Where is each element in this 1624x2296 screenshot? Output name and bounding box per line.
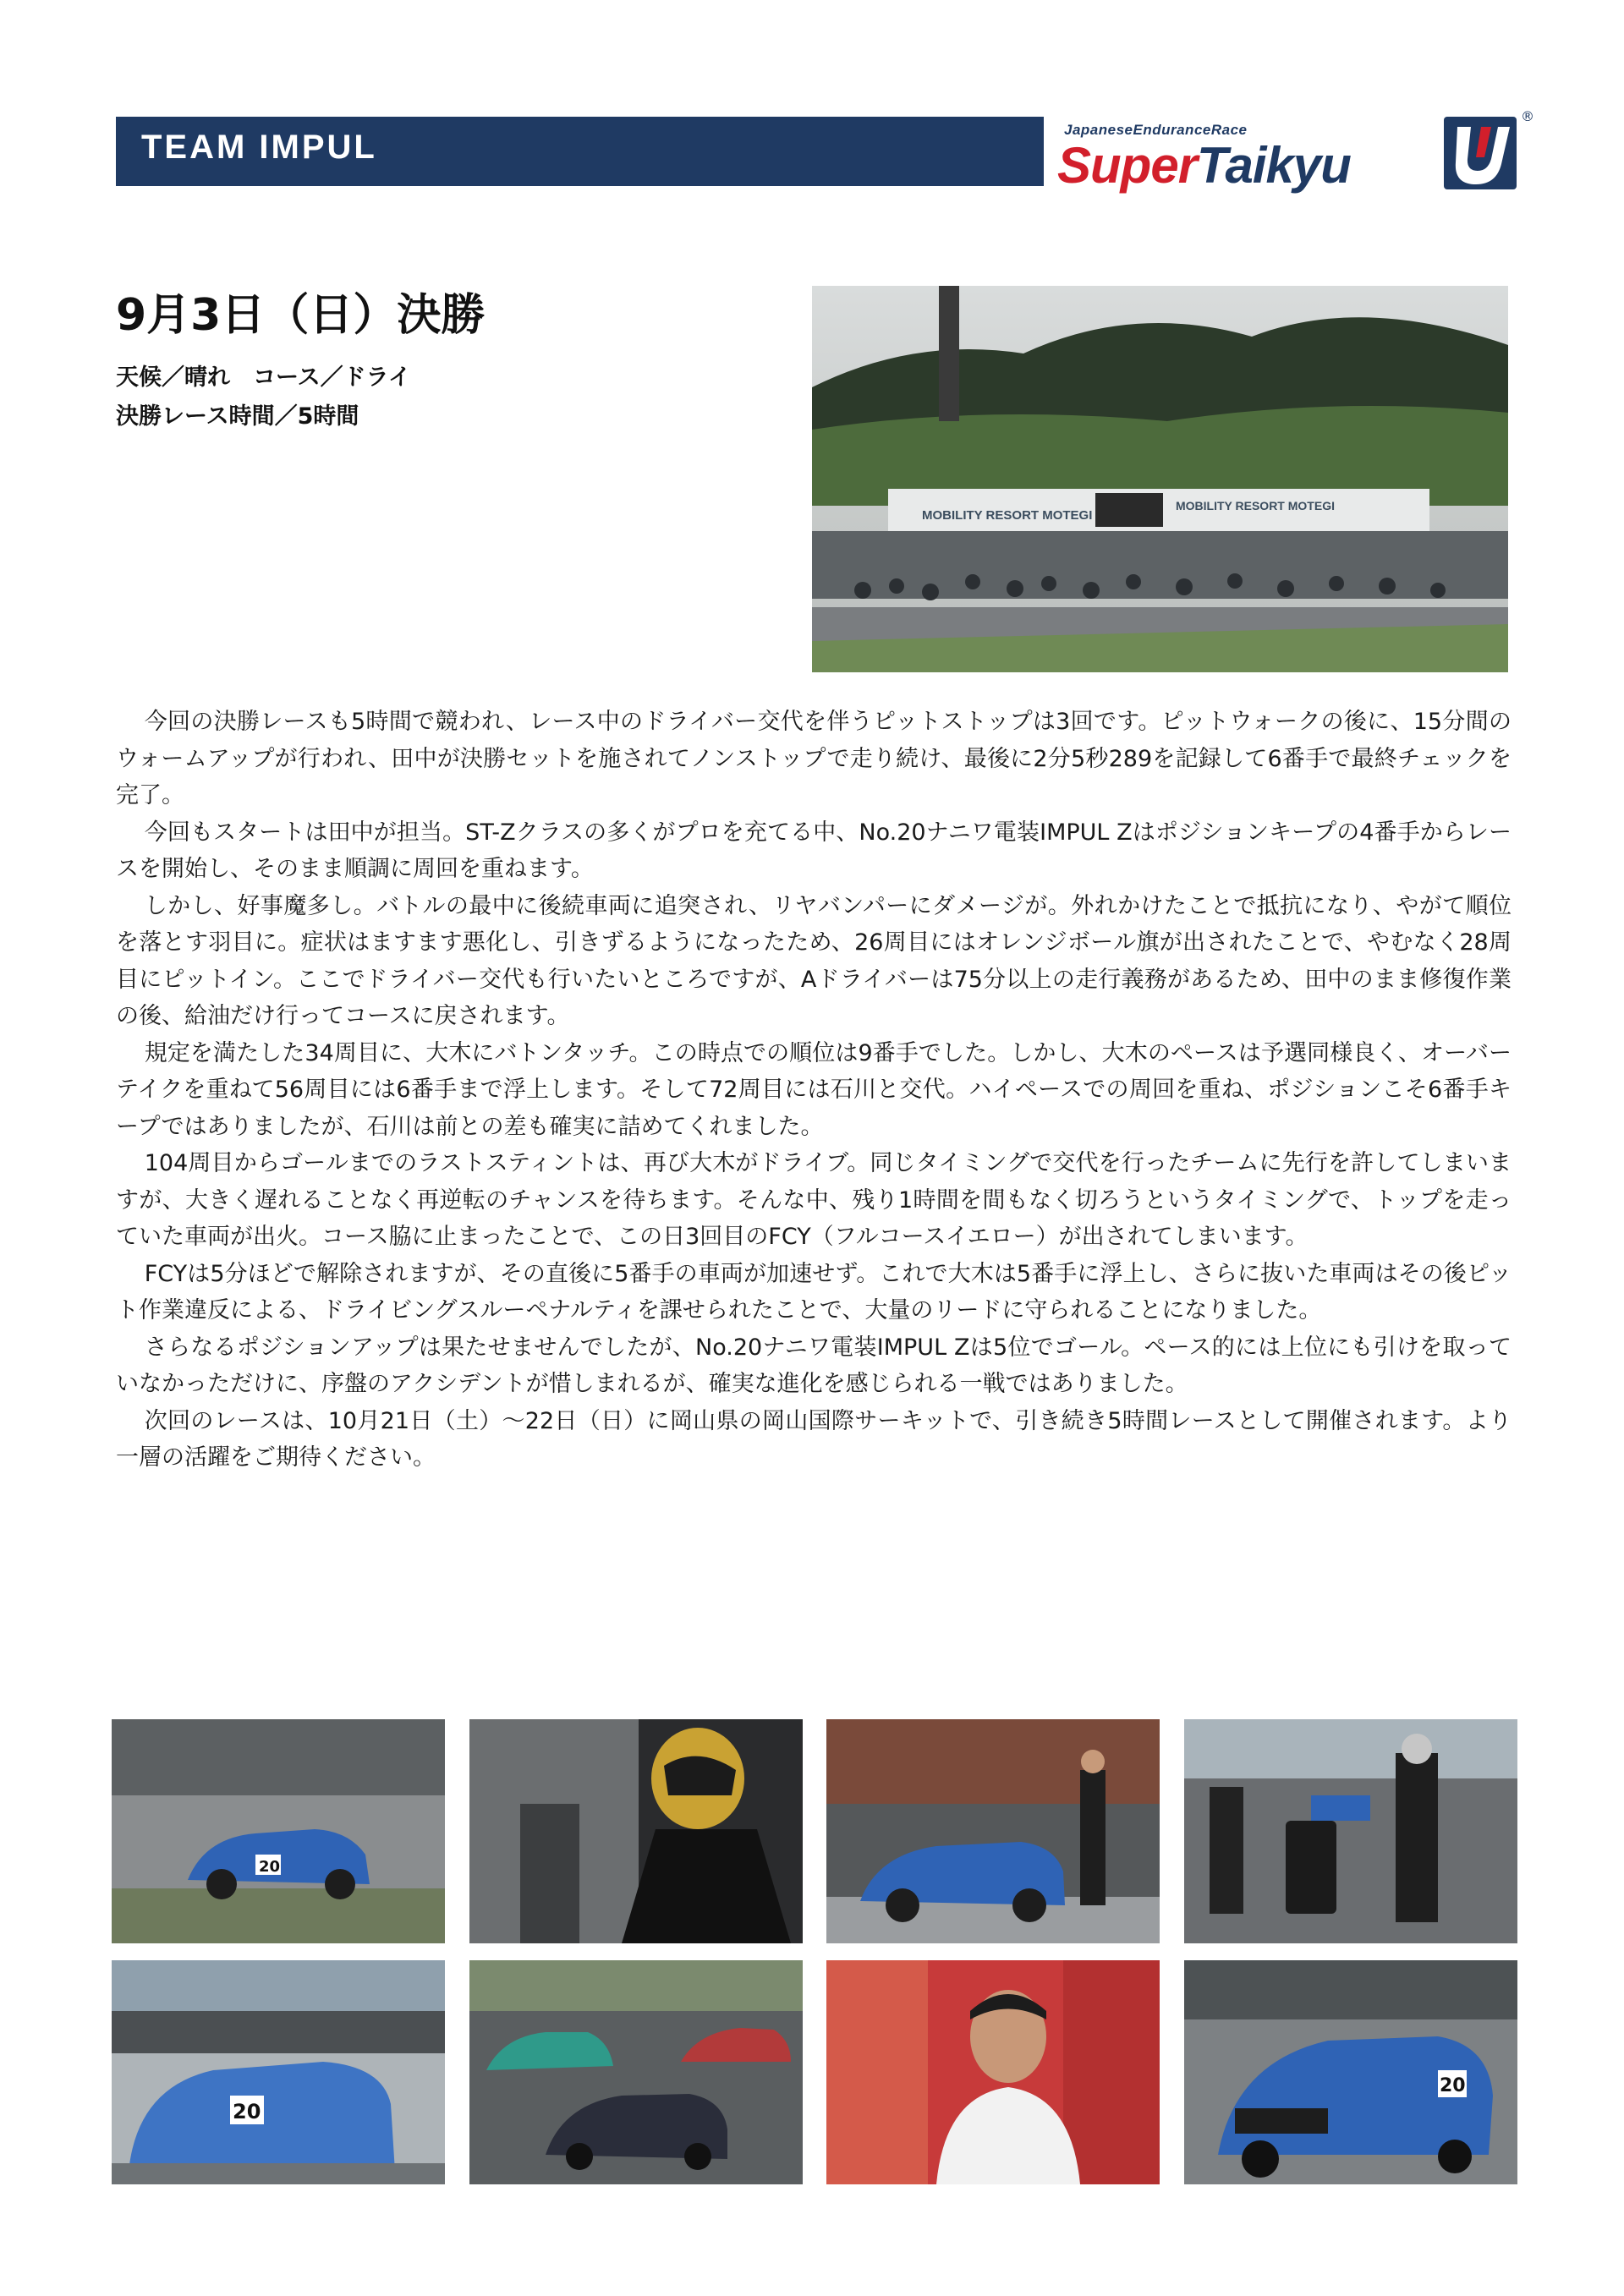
registered-mark: ® xyxy=(1521,108,1534,124)
gallery-photo-pit-crew-tires xyxy=(1184,1719,1517,1943)
paragraph: FCYは5分ほどで解除されますが、その直後に5番手の車両が加速せず。これで大木は5番手に浮上し、さらに抜いた車両はその後ピット作業違反による、ドライビングスルーペナルティを課せられたことで、大量のリードに守られることになりました。 xyxy=(116,1260,1512,1323)
gallery-photo-driver-helmet xyxy=(469,1719,803,1943)
paragraph: 規定を満たした34周目に、大木にバトンタッチ。この時点での順位は9番手でした。しかし、大木のペースは予選同様良く、オーバーテイクを重ねて56周目には6番手まで浮上します。そして72周目には石川と交代。ハイペースでの周回を重ね、ポジションこそ6番手キープではありましたが、石川は前との差も確実に詰めてくれました。 xyxy=(116,1039,1512,1140)
race-duration: 決勝レース時間／5時間 xyxy=(116,403,359,430)
super-taikyu-logo xyxy=(1057,108,1534,194)
car-number: 20 xyxy=(233,2100,261,2123)
car-number: 20 xyxy=(1440,2075,1466,2096)
car-number: 20 xyxy=(259,1858,281,1876)
gallery-photo-car-on-track xyxy=(112,1719,445,1943)
race-conditions: 天候／晴れ コース／ドライ xyxy=(116,364,411,391)
page-title: 9月3日（日）決勝 xyxy=(116,290,486,341)
article-body xyxy=(116,704,1512,1477)
paragraph: しかし、好事魔多し。バトルの最中に後続車両に追突され、リヤバンパーにダメージが。外れかけたことで抵抗になり、やがて順位を落とす羽目に。症状はますます悪化し、引きずるようになったため、26周目にはオレンジボール旗が出されたことで、やむなく28周目にピットイン。ここでドライバー交代も行いたいところですが、Aドライバーは75分以上の走行義務があるため、田中のまま修復作業の後、給油だけ行ってコースに戻されます。 xyxy=(116,892,1512,1029)
paragraph: さらなるポジションアップは果たせませんでしたが、No.20ナニワ電装IMPUL Zは5位でゴール。ペース的には上位にも引けを取っていなかっただけに、序盤のアクシデントが惜しまれるが、確実な進化を感じられる一戦ではありました。 xyxy=(116,1334,1512,1397)
team-name: TEAM IMPUL xyxy=(141,129,377,166)
gallery-photo-car-front xyxy=(1184,1960,1517,2184)
logo-emblem-icon xyxy=(1442,115,1518,191)
logo-word-super: Super xyxy=(1057,137,1198,194)
gallery-photo-car-on-grid xyxy=(112,1960,445,2184)
paragraph: 104周目からゴールまでのラストスティントは、再び大木がドライブ。同じタイミングで交代を行ったチームに先行を許してしまいますが、大きく遅れることなく再逆転のチャンスを待ちます。そんな中、残り1時間を間もなく切ろうというタイミングで、トップを走っていた車両が出火。コース脇に止まったことで、この日3回目のFCY（フルコースイエロー）が出されてしまいます。 xyxy=(116,1150,1512,1250)
logo-wordmark xyxy=(1057,139,1351,193)
paragraph: 今回もスタートは田中が担当。ST-Zクラスの多くがプロを充てる中、No.20ナニワ電装IMPUL Zはポジションキープの4番手からレースを開始し、そのまま順調に周回を重ねます。 xyxy=(116,819,1512,882)
logo-subtitle: JapaneseEnduranceRace xyxy=(1064,122,1248,138)
logo-word-taikyu: Taikyu xyxy=(1197,137,1351,194)
header-bar xyxy=(116,117,1044,186)
paragraph: 今回の決勝レースも5時間で競われ、レース中のドライバー交代を伴うピットストップは3回です。ピットウォークの後に、15分間のウォームアップが行われ、田中が決勝セットを施されてノンストップで走り続け、最後に2分5秒289を記録して6番手で最終チェックを完了。 xyxy=(116,709,1512,808)
hero-banner-right: MOBILITY RESORT MOTEGI xyxy=(1176,499,1335,512)
gallery-photo-cars-racing xyxy=(469,1960,803,2184)
hero-photo-motegi-grid xyxy=(812,286,1508,672)
gallery-photo-car-in-pit xyxy=(826,1719,1160,1943)
paragraph: 次回のレースは、10月21日（土）～22日（日）に岡山県の岡山国際サーキットで、引き続き5時間レースとして開催されます。より一層の活躍をご期待ください。 xyxy=(116,1407,1512,1471)
hero-banner-left: MOBILITY RESORT MOTEGI xyxy=(922,508,1093,523)
gallery-photo-driver-portrait xyxy=(826,1960,1160,2184)
